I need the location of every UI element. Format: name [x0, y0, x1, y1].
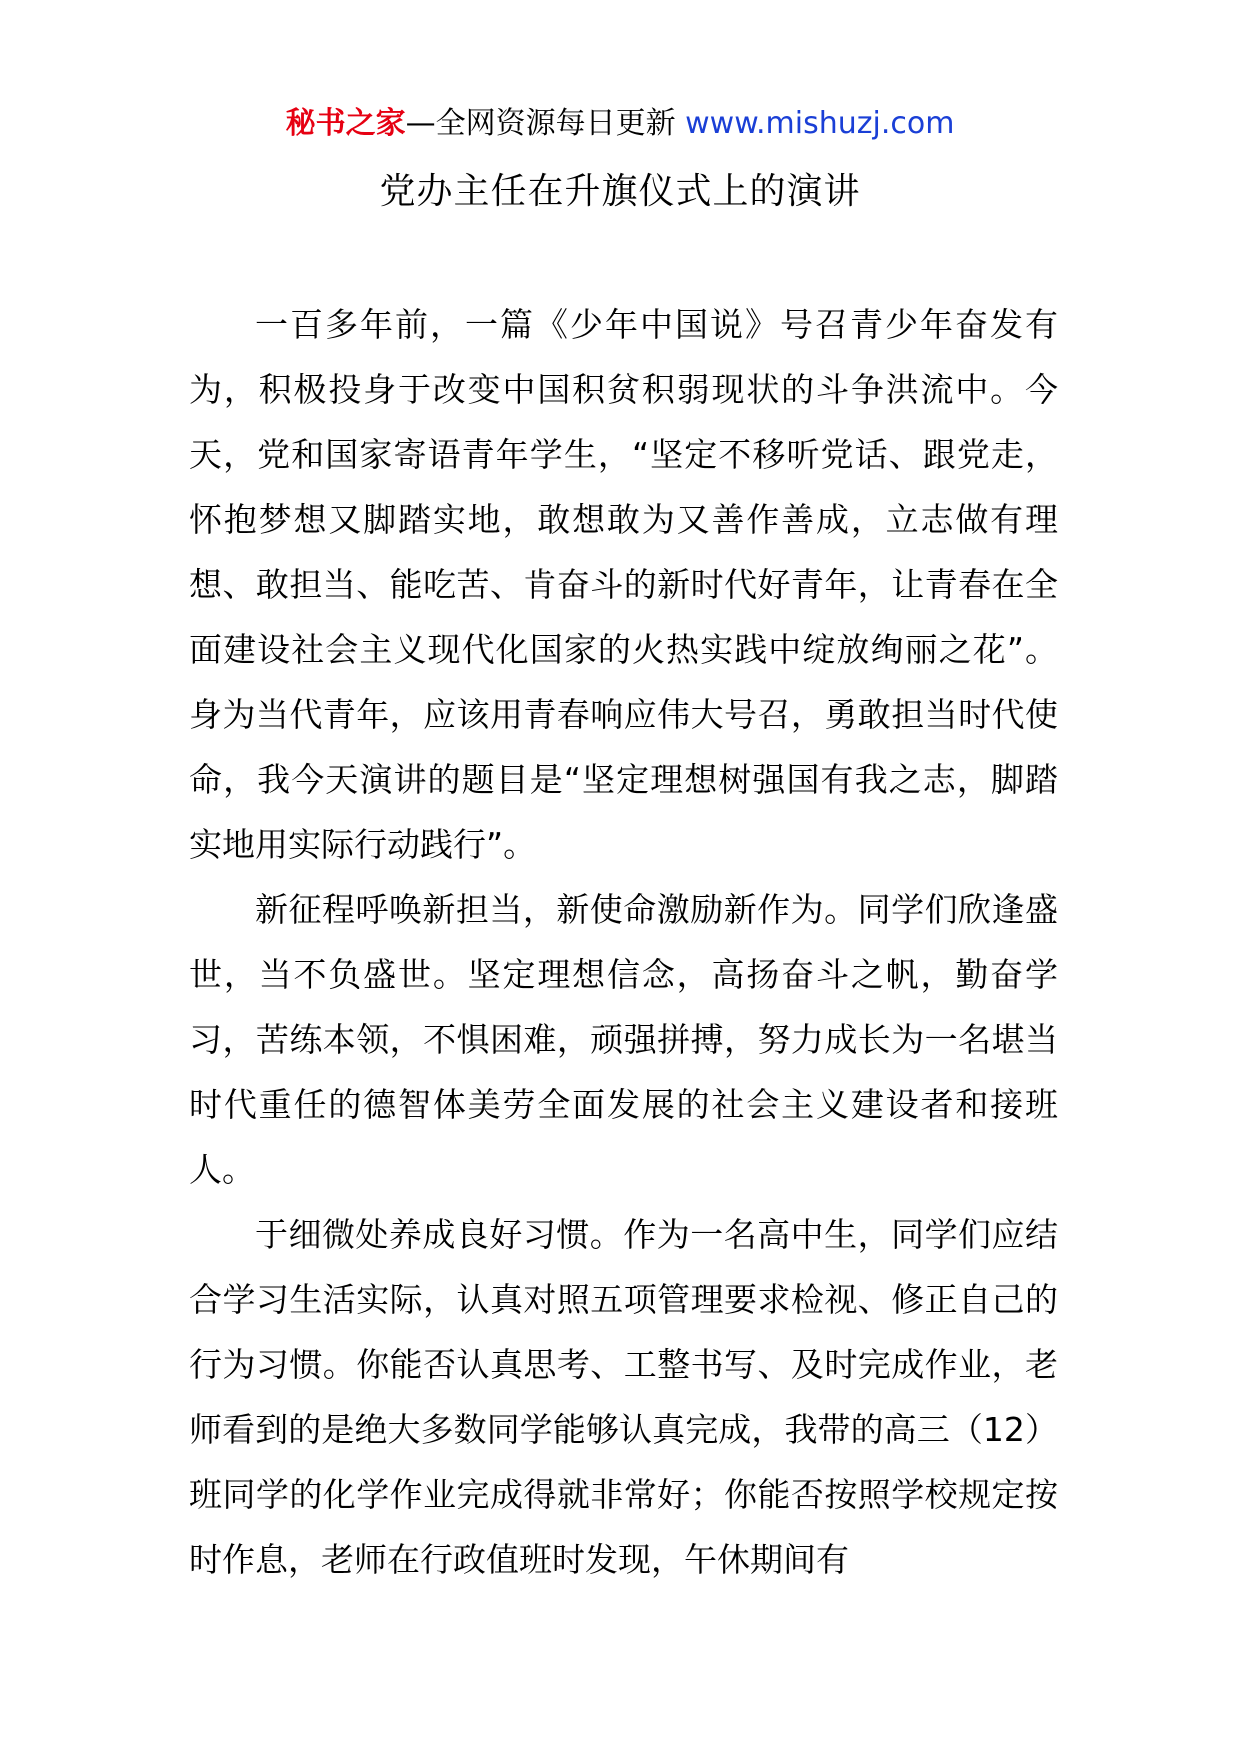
site-brand: 秘书之家 [285, 106, 406, 141]
site-tagline: —全网资源每日更新 [405, 106, 676, 141]
site-url-link[interactable]: www.mishuzj.com [685, 106, 955, 141]
document-title: 党办主任在升旗仪式上的演讲 [379, 171, 861, 212]
paragraph-1: 一百多年前，一篇《少年中国说》号召青少年奋发有为，积极投身于改变中国积贫积弱现状的斗争洪流中。今天，党和国家寄语青年学生，“坚定不移听党话、跟党走，怀抱梦想又脚踏实地，敢想敢为又善作善成，立志做有理想、敢担当、能吃苦、肯奋斗的新时代好青年，让青春在全面建设社会主义现代化国家的火热实践中绽放绚丽之花”。身为当代青年，应该用青春响应伟大号召，勇敢担当时代使命，我今天演讲的题目是“坚定理想树强国有我之志，脚踏实地用实际行动践行”。 [189, 305, 1058, 864]
document-body [189, 292, 1058, 1592]
paragraph-2: 新征程呼唤新担当，新使命激励新作为。同学们欣逢盛世，当不负盛世。坚定理想信念，高扬奋斗之帆，勤奋学习，苦练本领，不惧困难，顽强拼搏，努力成长为一名堪当时代重任的德智体美劳全面发展的社会主义建设者和接班人。 [189, 890, 1058, 1189]
site-header [0, 104, 1240, 144]
paragraph-3: 于细微处养成良好习惯。作为一名高中生，同学们应结合学习生活实际，认真对照五项管理要求检视、修正自己的行为习惯。你能否认真思考、工整书写、及时完成作业，老师看到的是绝大多数同学能够认真完成，我带的高三（12）班同学的化学作业完成得就非常好；你能否按照学校规定按时作息，老师在行政值班时发现，午休期间有 [189, 1215, 1058, 1579]
